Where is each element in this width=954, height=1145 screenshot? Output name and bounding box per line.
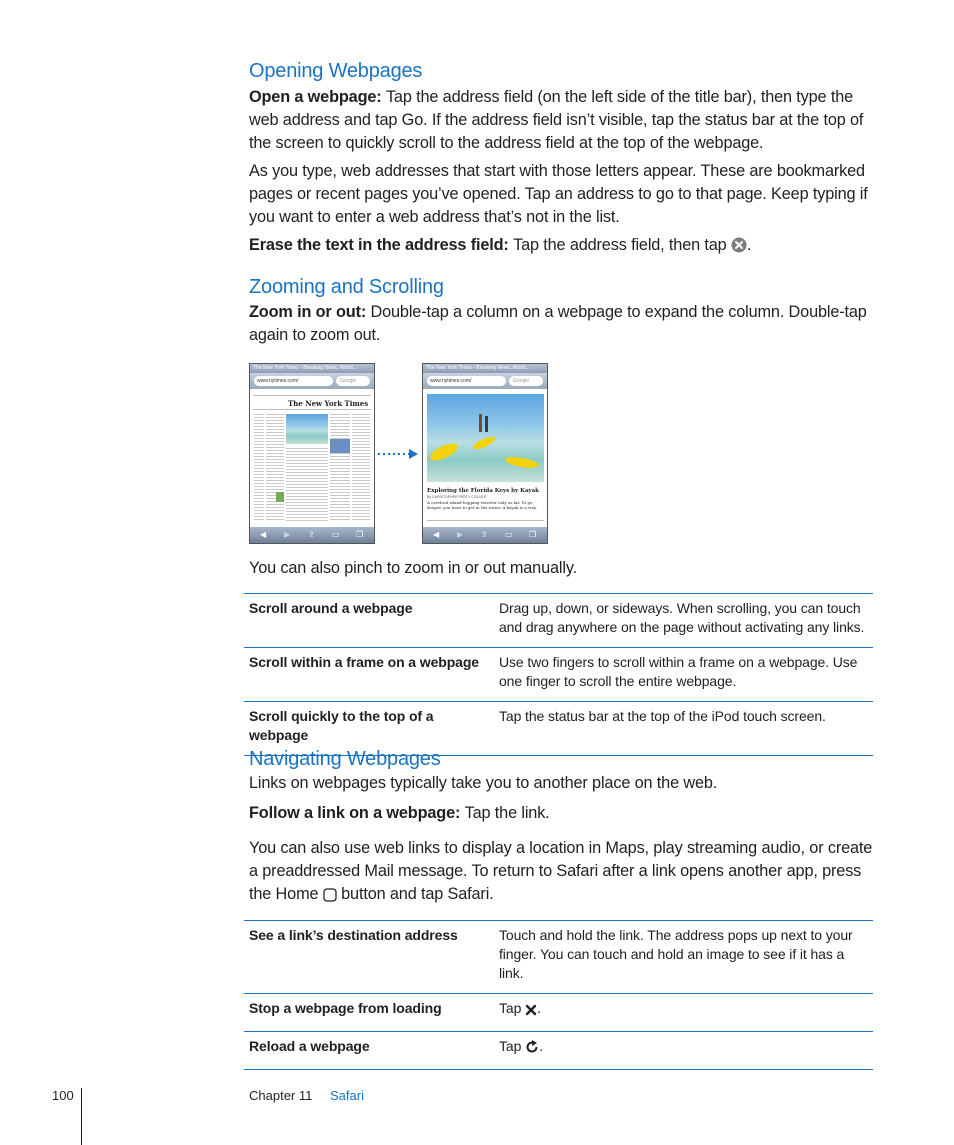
- article-headline: Exploring the Florida Keys by Kayak: [427, 488, 539, 494]
- bookmarks-icon: ▭: [332, 530, 340, 539]
- text-erase-address: Tap the address field, then tap: [513, 236, 727, 254]
- paragraph-erase-address: [249, 234, 879, 260]
- thumbnail-photo: [286, 414, 328, 444]
- table-row: [244, 594, 873, 648]
- paragraph-zoom: [249, 301, 879, 347]
- table-cell-how: [494, 1032, 873, 1070]
- navigation-table: [244, 920, 873, 1070]
- paragraph-autocomplete: As you type, web addresses that start with those letters appear. These are bookmarked pages or recent pages you’ve opened. Tap an address to go to that page. Keep typing if you want to enter a web address that’s not in the list.: [249, 162, 868, 226]
- table-cell-action: See a link’s destination address: [244, 921, 494, 994]
- lead-erase-address: Erase the text in the address field:: [249, 236, 509, 254]
- heading-zooming-scrolling: Zooming and Scrolling: [249, 276, 444, 298]
- table-cell-how: Tap the status bar at the top of the iPod touch screen.: [494, 702, 873, 756]
- forward-arrow-icon: ▶: [457, 530, 464, 539]
- back-arrow-icon: ◀: [433, 530, 440, 539]
- table-cell-action: Scroll within a frame on a webpage: [244, 648, 494, 702]
- tap-end: .: [539, 1038, 543, 1054]
- lead-zoom: Zoom in or out:: [249, 303, 367, 321]
- share-icon: ⇪: [308, 530, 315, 539]
- table-row: [244, 994, 873, 1032]
- table-cell-how: [494, 994, 873, 1032]
- device-url-field: www.nytimes.com/: [427, 376, 506, 386]
- device-url-field: www.nytimes.com/: [254, 376, 333, 386]
- paragraph-links: Links on webpages typically take you to another place on the web.: [249, 774, 718, 792]
- paragraph-web-links: [249, 837, 879, 909]
- table-row: [244, 1032, 873, 1070]
- newspaper-masthead: The New York Times: [288, 399, 369, 408]
- scrolling-table: [244, 593, 873, 756]
- clear-field-icon: [731, 237, 747, 260]
- paragraph-follow-link: [249, 802, 879, 825]
- device-title-bar: The New York Times - Breaking News, World...: [250, 364, 374, 373]
- bookmarks-icon: ▭: [505, 530, 513, 539]
- text-web-links-b: button and tap Safari.: [341, 885, 494, 903]
- text-open-webpage: Tap the address field (on the left side of the title bar), then type the web address and tap Go. If the address field isn’t visible, tap the status bar at the top of the screen to quickly scroll to the address field at the top of the webpage.: [249, 88, 864, 152]
- device-search-field: Google: [509, 376, 543, 386]
- device-address-bar: [423, 373, 547, 389]
- share-icon: ⇪: [481, 530, 488, 539]
- forward-arrow-icon: ▶: [284, 530, 291, 539]
- device-address-bar: [250, 373, 374, 389]
- article-teaser: A cerebral island-hopping traveler only so far. To go deeper, you have to get in the water. A kayak is a way.: [427, 500, 537, 510]
- text-web-links-a: You can also use web links to display a location in Maps, play streaming audio, or create a preaddressed Mail message. To return to Safari after a link opens another app, press the Home: [249, 839, 873, 903]
- lead-follow-link: Follow a link on a webpage:: [249, 804, 461, 822]
- reload-icon: [525, 1040, 539, 1059]
- footer-chapter: Chapter 11: [249, 1088, 313, 1103]
- screenshot-zoomed-in: [422, 363, 548, 544]
- pages-icon: ❐: [356, 530, 364, 539]
- footer-divider: [81, 1088, 82, 1145]
- text-zoom: Double-tap a column on a webpage to expand the column. Double-tap again to zoom out.: [249, 303, 867, 344]
- paragraph-pinch: You can also pinch to zoom in or out manually.: [249, 559, 577, 577]
- heading-navigating-webpages: Navigating Webpages: [249, 748, 441, 770]
- page-number: 100: [52, 1088, 74, 1103]
- device-search-field: Google: [336, 376, 370, 386]
- device-toolbar: [423, 527, 547, 543]
- text-follow-link: Tap the link.: [464, 804, 550, 822]
- screenshot-zoomed-out: [249, 363, 375, 544]
- paragraph-open-webpage: [249, 86, 879, 155]
- table-row: [244, 921, 873, 994]
- table-cell-how: Touch and hold the link. The address pops up next to your finger. You can touch and hold an image to see if it has a link.: [494, 921, 873, 994]
- device-toolbar: [250, 527, 374, 543]
- device-title-bar: The New York Times - Breaking News, World...: [423, 364, 547, 373]
- tap-label: Tap: [499, 1038, 522, 1054]
- stop-x-icon: [525, 1002, 537, 1021]
- kayak-photo: [427, 394, 544, 482]
- home-button-icon: [323, 886, 337, 909]
- tap-label: Tap: [499, 1000, 522, 1016]
- table-row: [244, 648, 873, 702]
- text-erase-end: .: [746, 236, 752, 254]
- pages-icon: ❐: [529, 530, 537, 539]
- table-cell-action: Scroll around a webpage: [244, 594, 494, 648]
- zoom-arrow-icon: [377, 447, 419, 465]
- table-cell-how: Drag up, down, or sideways. When scrolling, you can touch and drag anywhere on the page without activating any links.: [494, 594, 873, 648]
- footer-section: Safari: [330, 1088, 364, 1103]
- article-byline: By CHRISTOPHER PERCY COLLIER: [427, 495, 487, 499]
- tap-end: .: [537, 1000, 541, 1016]
- table-cell-action: Reload a webpage: [244, 1032, 494, 1070]
- heading-opening-webpages: Opening Webpages: [249, 60, 423, 82]
- table-cell-action: Stop a webpage from loading: [244, 994, 494, 1032]
- lead-open-webpage: Open a webpage:: [249, 88, 382, 106]
- back-arrow-icon: ◀: [260, 530, 267, 539]
- table-cell-action: Scroll quickly to the top of a webpage: [244, 702, 494, 756]
- table-cell-how: Use two fingers to scroll within a frame on a webpage. Use one finger to scroll the entire webpage.: [494, 648, 873, 702]
